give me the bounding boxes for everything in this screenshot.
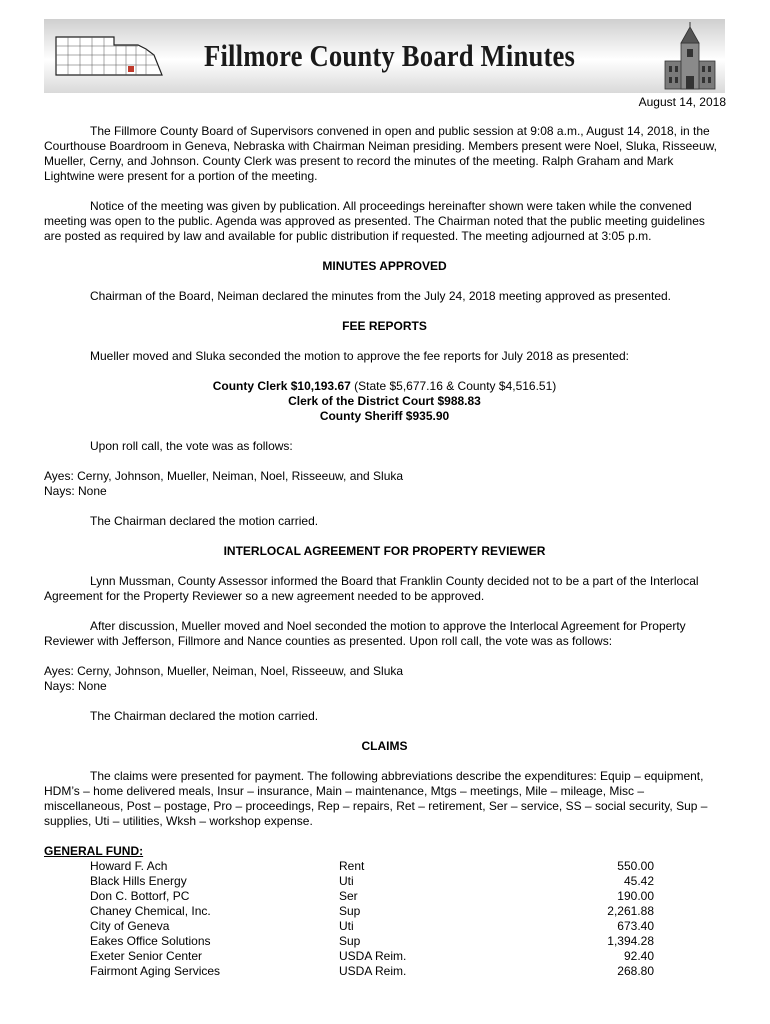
claim-type: Rent — [339, 859, 365, 873]
minutes-body — [44, 124, 725, 979]
notice-paragraph: Notice of the meeting was given by publication. All proceedings hereinafter shown were taken while the convened meeting was open to the public. Agenda was approved as presented. The Chairman noted that the public meeting guidelines are posted as required by law and available for public distribution if requested. The meeting adjourned at 3:05 p.m. — [44, 199, 705, 243]
claim-vendor: Fairmont Aging Services — [90, 964, 221, 978]
minutes-heading: MINUTES APPROVED — [322, 259, 447, 273]
table-row — [44, 964, 725, 979]
table-row — [44, 949, 725, 964]
interlocal-heading: INTERLOCAL AGREEMENT FOR PROPERTY REVIEWER — [223, 544, 546, 558]
fee-reports-text: Mueller moved and Sluka seconded the motion to approve the fee reports for July 2018 as presented: — [90, 349, 629, 363]
header-banner — [44, 19, 725, 93]
table-row — [44, 919, 725, 934]
general-fund-title: GENERAL FUND: — [44, 844, 144, 858]
table-row — [44, 889, 725, 904]
claim-vendor: City of Geneva — [90, 919, 170, 933]
claims-text: The claims were presented for payment. The following abbreviations describe the expenditures: Equip – equipment, HDM’s – home delivered meals, Insur – insurance, Main – maintenance, Mtgs – meetings, Mile – mileage, Misc – miscellaneous, Post – postage, Pro – proceedings, Rep – repairs, Ret – retirement, Ser – service, SS – social security, Sup – supplies, Uti – utilities, Wksh – workshop expense. — [44, 769, 708, 828]
claim-vendor: Howard F. Ach — [90, 859, 168, 873]
ayes-list: Ayes: Cerny, Johnson, Mueller, Neiman, Noel, Risseeuw, and Sluka — [44, 469, 404, 483]
claims-table — [44, 859, 725, 979]
roll-call-text: Upon roll call, the vote was as follows: — [90, 439, 293, 453]
claim-amount: 190.00 — [617, 889, 654, 903]
minutes-text: Chairman of the Board, Neiman declared the minutes from the July 24, 2018 meeting approved as presented. — [90, 289, 671, 303]
claim-amount: 1,394.28 — [607, 934, 654, 948]
claim-vendor: Don C. Bottorf, PC — [90, 889, 190, 903]
claim-type: Uti — [339, 919, 354, 933]
claim-vendor: Exeter Senior Center — [90, 949, 203, 963]
claim-type: USDA Reim. — [339, 964, 407, 978]
county-clerk-fee-total: County Clerk $10,193.67 — [212, 379, 351, 393]
claim-type: USDA Reim. — [339, 949, 407, 963]
opening-paragraph: The Fillmore County Board of Supervisors convened in open and public session at 9:08 a.m., August 14, 2018, in the Courthouse Boardroom in Geneva, Nebraska with Chairman Neiman presiding. Members present were Noel, Sluka, Risseeuw, Mueller, Cerny, and Johnson. County Clerk was present to record the minutes of the meeting. Ralph Graham and Mark Lightwine were present for a portion of the meeting. — [44, 124, 717, 183]
table-row — [44, 934, 725, 949]
courthouse-icon — [659, 21, 721, 91]
nebraska-county-map-icon — [54, 35, 164, 77]
claim-vendor: Eakes Office Solutions — [90, 934, 211, 948]
claim-amount: 550.00 — [617, 859, 654, 873]
claim-amount: 45.42 — [623, 874, 654, 888]
claim-vendor: Black Hills Energy — [90, 874, 187, 888]
meeting-date: August 14, 2018 — [638, 95, 726, 109]
document-title: Fillmore County Board Minutes — [204, 38, 576, 73]
nays-list: Nays: None — [44, 679, 107, 693]
interlocal-paragraph-2: After discussion, Mueller moved and Noel seconded the motion to approve the Interlocal Agreement for Property Reviewer with Jefferson, Fillmore and Nance counties as presented. Upon roll call, the vote was as follows: — [44, 619, 686, 648]
claim-amount: 92.40 — [623, 949, 654, 963]
ayes-list: Ayes: Cerny, Johnson, Mueller, Neiman, Noel, Risseeuw, and Sluka — [44, 664, 404, 678]
claim-amount: 673.40 — [617, 919, 654, 933]
district-court-fee: Clerk of the District Court $988.83 — [288, 394, 481, 408]
motion-carried: The Chairman declared the motion carried. — [90, 514, 319, 528]
claim-type: Sup — [339, 904, 361, 918]
claims-heading: CLAIMS — [361, 739, 408, 753]
interlocal-paragraph-1: Lynn Mussman, County Assessor informed the Board that Franklin County decided not to be a part of the Interlocal Agreement for the Property Reviewer so a new agreement needed to be approved. — [44, 574, 699, 603]
nays-list: Nays: None — [44, 484, 107, 498]
county-sheriff-fee: County Sheriff $935.90 — [319, 409, 450, 423]
motion-carried: The Chairman declared the motion carried. — [90, 709, 319, 723]
claim-type: Ser — [339, 889, 358, 903]
claim-amount: 2,261.88 — [607, 904, 654, 918]
claim-amount: 268.80 — [617, 964, 654, 978]
table-row — [44, 904, 725, 919]
claim-vendor: Chaney Chemical, Inc. — [90, 904, 211, 918]
county-clerk-fee-detail: (State $5,677.16 & County $4,516.51) — [350, 379, 557, 393]
table-row — [44, 874, 725, 889]
county-clerk-fee — [44, 379, 725, 394]
claim-type: Uti — [339, 874, 354, 888]
fee-reports-heading: FEE REPORTS — [342, 319, 427, 333]
table-row — [44, 859, 725, 874]
claim-type: Sup — [339, 934, 361, 948]
